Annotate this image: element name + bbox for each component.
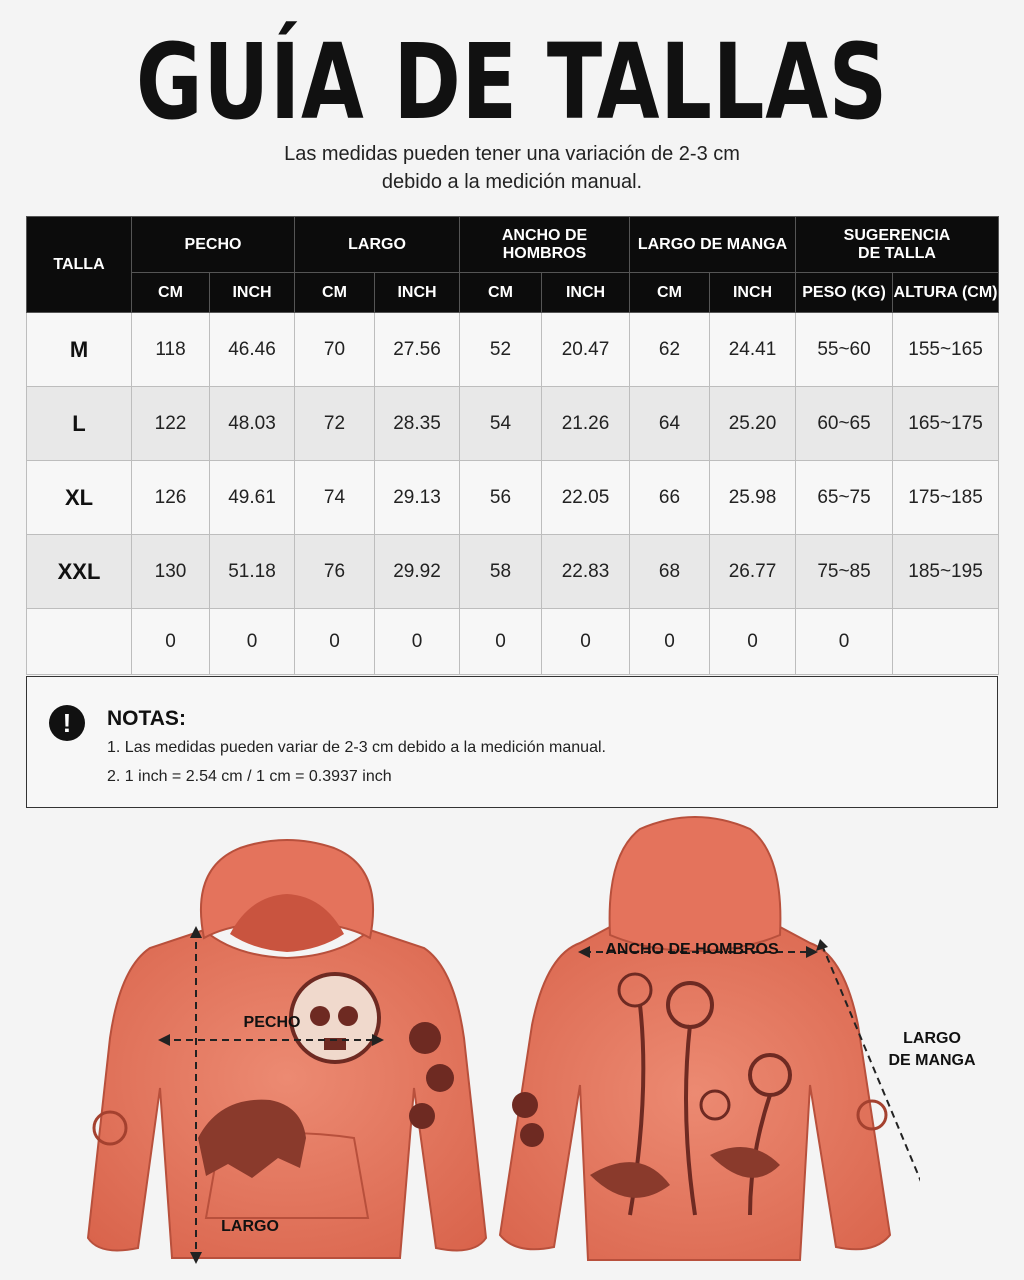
size-label: L <box>27 387 132 461</box>
hoodie-back-image <box>480 815 920 1270</box>
table-cell <box>893 609 999 675</box>
table-cell: 29.13 <box>375 461 460 535</box>
table-cell: 185~195 <box>893 535 999 609</box>
notes-box <box>26 676 998 808</box>
size-label: XXL <box>27 535 132 609</box>
table-cell: 54 <box>460 387 542 461</box>
table-cell: 0 <box>796 609 893 675</box>
table-cell: 118 <box>132 313 210 387</box>
size-label: M <box>27 313 132 387</box>
largo-manga-line-1: LARGO <box>903 1030 961 1047</box>
table-cell: 22.83 <box>542 535 630 609</box>
subheader-cell: INCH <box>375 273 460 313</box>
size-table <box>26 216 999 675</box>
table-cell: 51.18 <box>210 535 295 609</box>
header-talla: TALLA <box>27 217 132 313</box>
table-cell: 130 <box>132 535 210 609</box>
subheader-cell: CM <box>132 273 210 313</box>
table-cell: 0 <box>295 609 375 675</box>
table-cell: 64 <box>630 387 710 461</box>
table-cell: 165~175 <box>893 387 999 461</box>
table-cell: 72 <box>295 387 375 461</box>
note-item: 1. Las medidas pueden variar de 2-3 cm debido a la medición manual. <box>107 739 606 756</box>
subheader-cell: CM <box>630 273 710 313</box>
table-cell: 22.05 <box>542 461 630 535</box>
subheader-cell: INCH <box>542 273 630 313</box>
table-row <box>27 535 999 609</box>
table-cell: 74 <box>295 461 375 535</box>
largo-label: LARGO <box>221 1218 279 1235</box>
ancho-hombros-label: ANCHO DE HOMBROS <box>605 941 779 958</box>
table-cell: 29.92 <box>375 535 460 609</box>
subtitle <box>0 140 1024 196</box>
header-largo-manga: LARGO DE MANGA <box>630 217 796 273</box>
table-cell: 46.46 <box>210 313 295 387</box>
table-cell: 126 <box>132 461 210 535</box>
header-pecho: PECHO <box>132 217 295 273</box>
table-row <box>27 313 999 387</box>
table-cell: 52 <box>460 313 542 387</box>
table-cell: 58 <box>460 535 542 609</box>
header-ancho-hombros: ANCHO DE HOMBROS <box>460 217 630 273</box>
exclamation-icon: ! <box>49 705 85 741</box>
table-cell: 75~85 <box>796 535 893 609</box>
table-cell: 55~60 <box>796 313 893 387</box>
table-cell: 25.20 <box>710 387 796 461</box>
size-label: XL <box>27 461 132 535</box>
table-cell: 28.35 <box>375 387 460 461</box>
header-largo: LARGO <box>295 217 460 273</box>
subheader-cell: ALTURA (CM) <box>893 273 999 313</box>
table-cell: 68 <box>630 535 710 609</box>
pecho-label: PECHO <box>243 1014 301 1031</box>
table-cell: 0 <box>132 609 210 675</box>
subheader-cell: CM <box>295 273 375 313</box>
page-title: GUÍA DE TALLAS <box>136 21 888 143</box>
table-cell: 48.03 <box>210 387 295 461</box>
header-sugerencia <box>796 217 999 273</box>
table-cell: 0 <box>542 609 630 675</box>
largo-manga-line-2: DE MANGA <box>888 1052 976 1069</box>
subheader-cell: INCH <box>210 273 295 313</box>
subheader-cell: CM <box>460 273 542 313</box>
table-row <box>27 609 999 675</box>
subheader-cell: PESO (KG) <box>796 273 893 313</box>
table-cell: 0 <box>710 609 796 675</box>
table-cell: 0 <box>460 609 542 675</box>
table-row <box>27 387 999 461</box>
table-cell: 76 <box>295 535 375 609</box>
subtitle-line-2: debido a la medición manual. <box>381 171 643 193</box>
table-cell: 0 <box>630 609 710 675</box>
subheader-cell: INCH <box>710 273 796 313</box>
table-cell: 65~75 <box>796 461 893 535</box>
table-row <box>27 461 999 535</box>
table-cell: 56 <box>460 461 542 535</box>
table-cell: 122 <box>132 387 210 461</box>
table-cell: 155~165 <box>893 313 999 387</box>
table-cell: 49.61 <box>210 461 295 535</box>
header-sugerencia-line-2: DE TALLA <box>858 244 936 262</box>
header-sugerencia-line-1: SUGERENCIA <box>843 226 951 244</box>
table-cell: 21.26 <box>542 387 630 461</box>
note-item: 2. 1 inch = 2.54 cm / 1 cm = 0.3937 inch <box>107 768 392 785</box>
table-cell: 24.41 <box>710 313 796 387</box>
table-cell: 175~185 <box>893 461 999 535</box>
table-cell: 0 <box>210 609 295 675</box>
notes-heading: NOTAS: <box>107 707 186 730</box>
subtitle-line-1: Las medidas pueden tener una variación de 2-3 cm <box>284 143 740 165</box>
table-cell: 20.47 <box>542 313 630 387</box>
table-cell: 26.77 <box>710 535 796 609</box>
table-cell: 70 <box>295 313 375 387</box>
table-cell: 27.56 <box>375 313 460 387</box>
table-cell: 62 <box>630 313 710 387</box>
table-cell: 0 <box>375 609 460 675</box>
table-cell: 60~65 <box>796 387 893 461</box>
size-label <box>27 609 132 675</box>
largo-manga-label <box>872 1028 992 1072</box>
table-cell: 66 <box>630 461 710 535</box>
hoodie-front-image <box>80 838 520 1270</box>
table-cell: 25.98 <box>710 461 796 535</box>
